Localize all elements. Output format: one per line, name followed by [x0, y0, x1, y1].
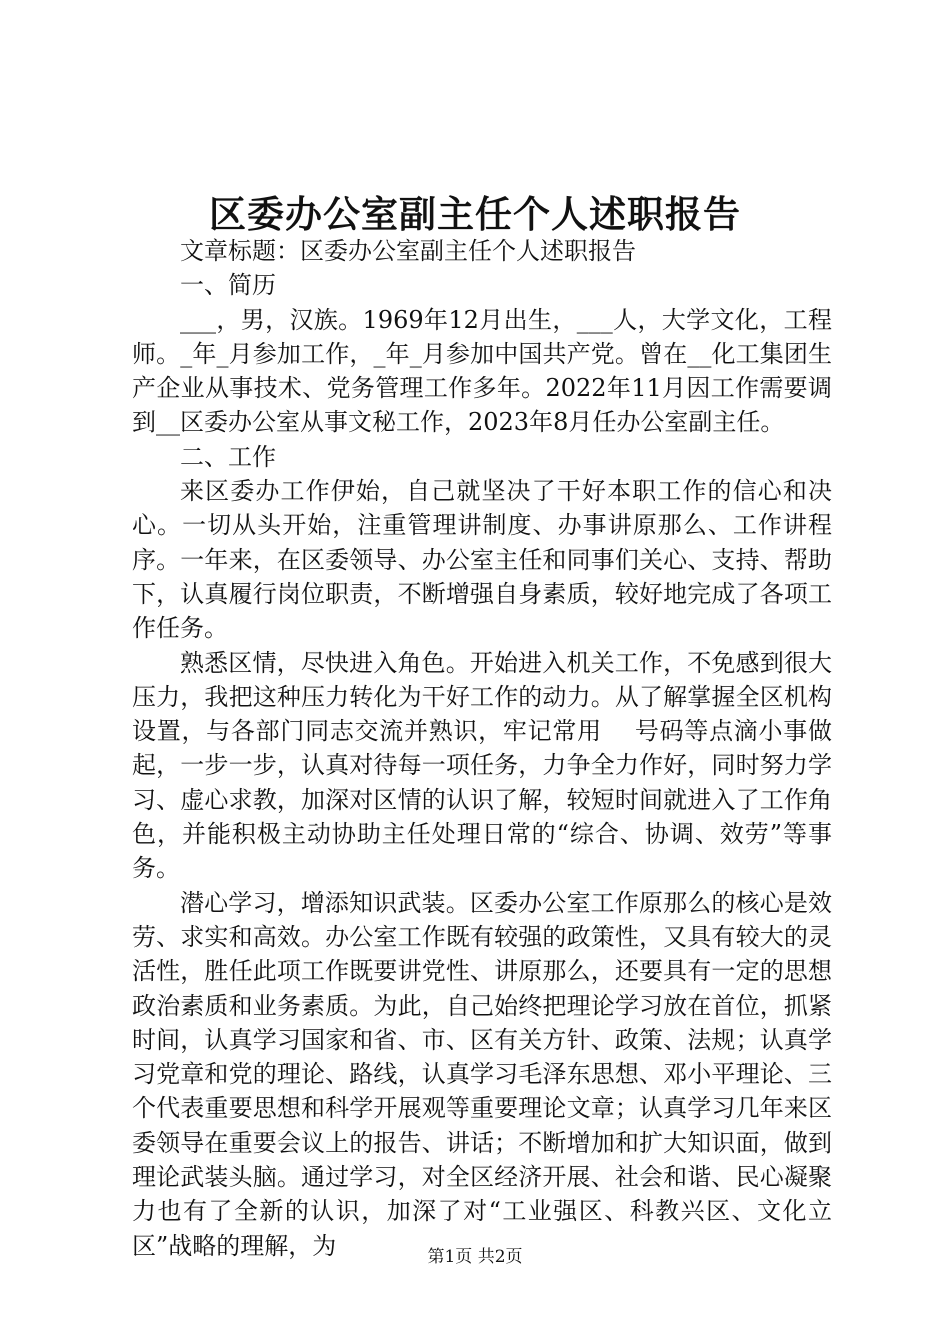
paragraph-work-intro: 来区委办工作伊始，自己就坚决了干好本职工作的信心和决心。一切从头开始，注重管理讲制度、办事讲原那么、工作讲程序。一年来，在区委领导、办公室主任和同事们关心、支持、帮助下，认真履行岗位职责，不断增强自身素质，较好地完成了各项工作任务。: [132, 477, 832, 643]
paragraph-study: 潜心学习，增添知识武装。区委办公室工作原那么的核心是效劳、求实和高效。办公室工作既有较强的政策性，又具有较大的灵活性，胜任此项工作既要讲党性、讲原那么，还要具有一定的思想政治素质和业务素质。为此，自己始终把理论学习放在首位，抓紧时间，认真学习国家和省、市、区有关方针、政策、法规；认真学习党章和党的理论、路线，认真学习毛泽东思想、邓小平理论、三个代表重要思想和科学开展观等重要理论文章；认真学习几年来区委领导在重要会议上的报告、讲话；不断增加和扩大知识面，做到理论武装头脑。通过学习，对全区经济开展、社会和谐、民心凝聚力也有了全新的认识，加深了对“工业强区、科教兴区、文化立区”战略的理解，为: [132, 888, 832, 1260]
page-number-footer: 第1页 共2页: [427, 1247, 523, 1267]
section-heading-work: 二、工作: [180, 442, 276, 471]
paragraph-familiarize: 熟悉区情，尽快进入角色。开始进入机关工作，不免感到很大压力，我把这种压力转化为干好工作的动力。从了解掌握全区机构设置，与各部门同志交流并熟识，牢记常用 号码等点滴小事做起，一步一步，认真对待每一项任务，力争全力作好，同时努力学习、虚心求教，加深对区情的认识了解，较短时间就进入了工作角色，并能积极主动协助主任处理日常的“综合、协调、效劳”等事务。: [132, 648, 832, 883]
section-heading-resume: 一、简历: [180, 271, 276, 300]
document-body: [132, 234, 832, 1263]
document-title: 区委办公室副主任个人述职报告: [209, 192, 741, 236]
paragraph-resume: ___，男，汉族。1969年12月出生，___人，大学文化，工程师。_年_月参加工作，_年_月参加中国共产党。曾在__化工集团生产企业从事技术、党务管理工作多年。2022年11月因工作需要调到__区委办公室从事文秘工作，2023年8月任办公室副主任。: [132, 305, 832, 437]
article-title-line: 文章标题：区委办公室副主任个人述职报告: [180, 237, 636, 265]
